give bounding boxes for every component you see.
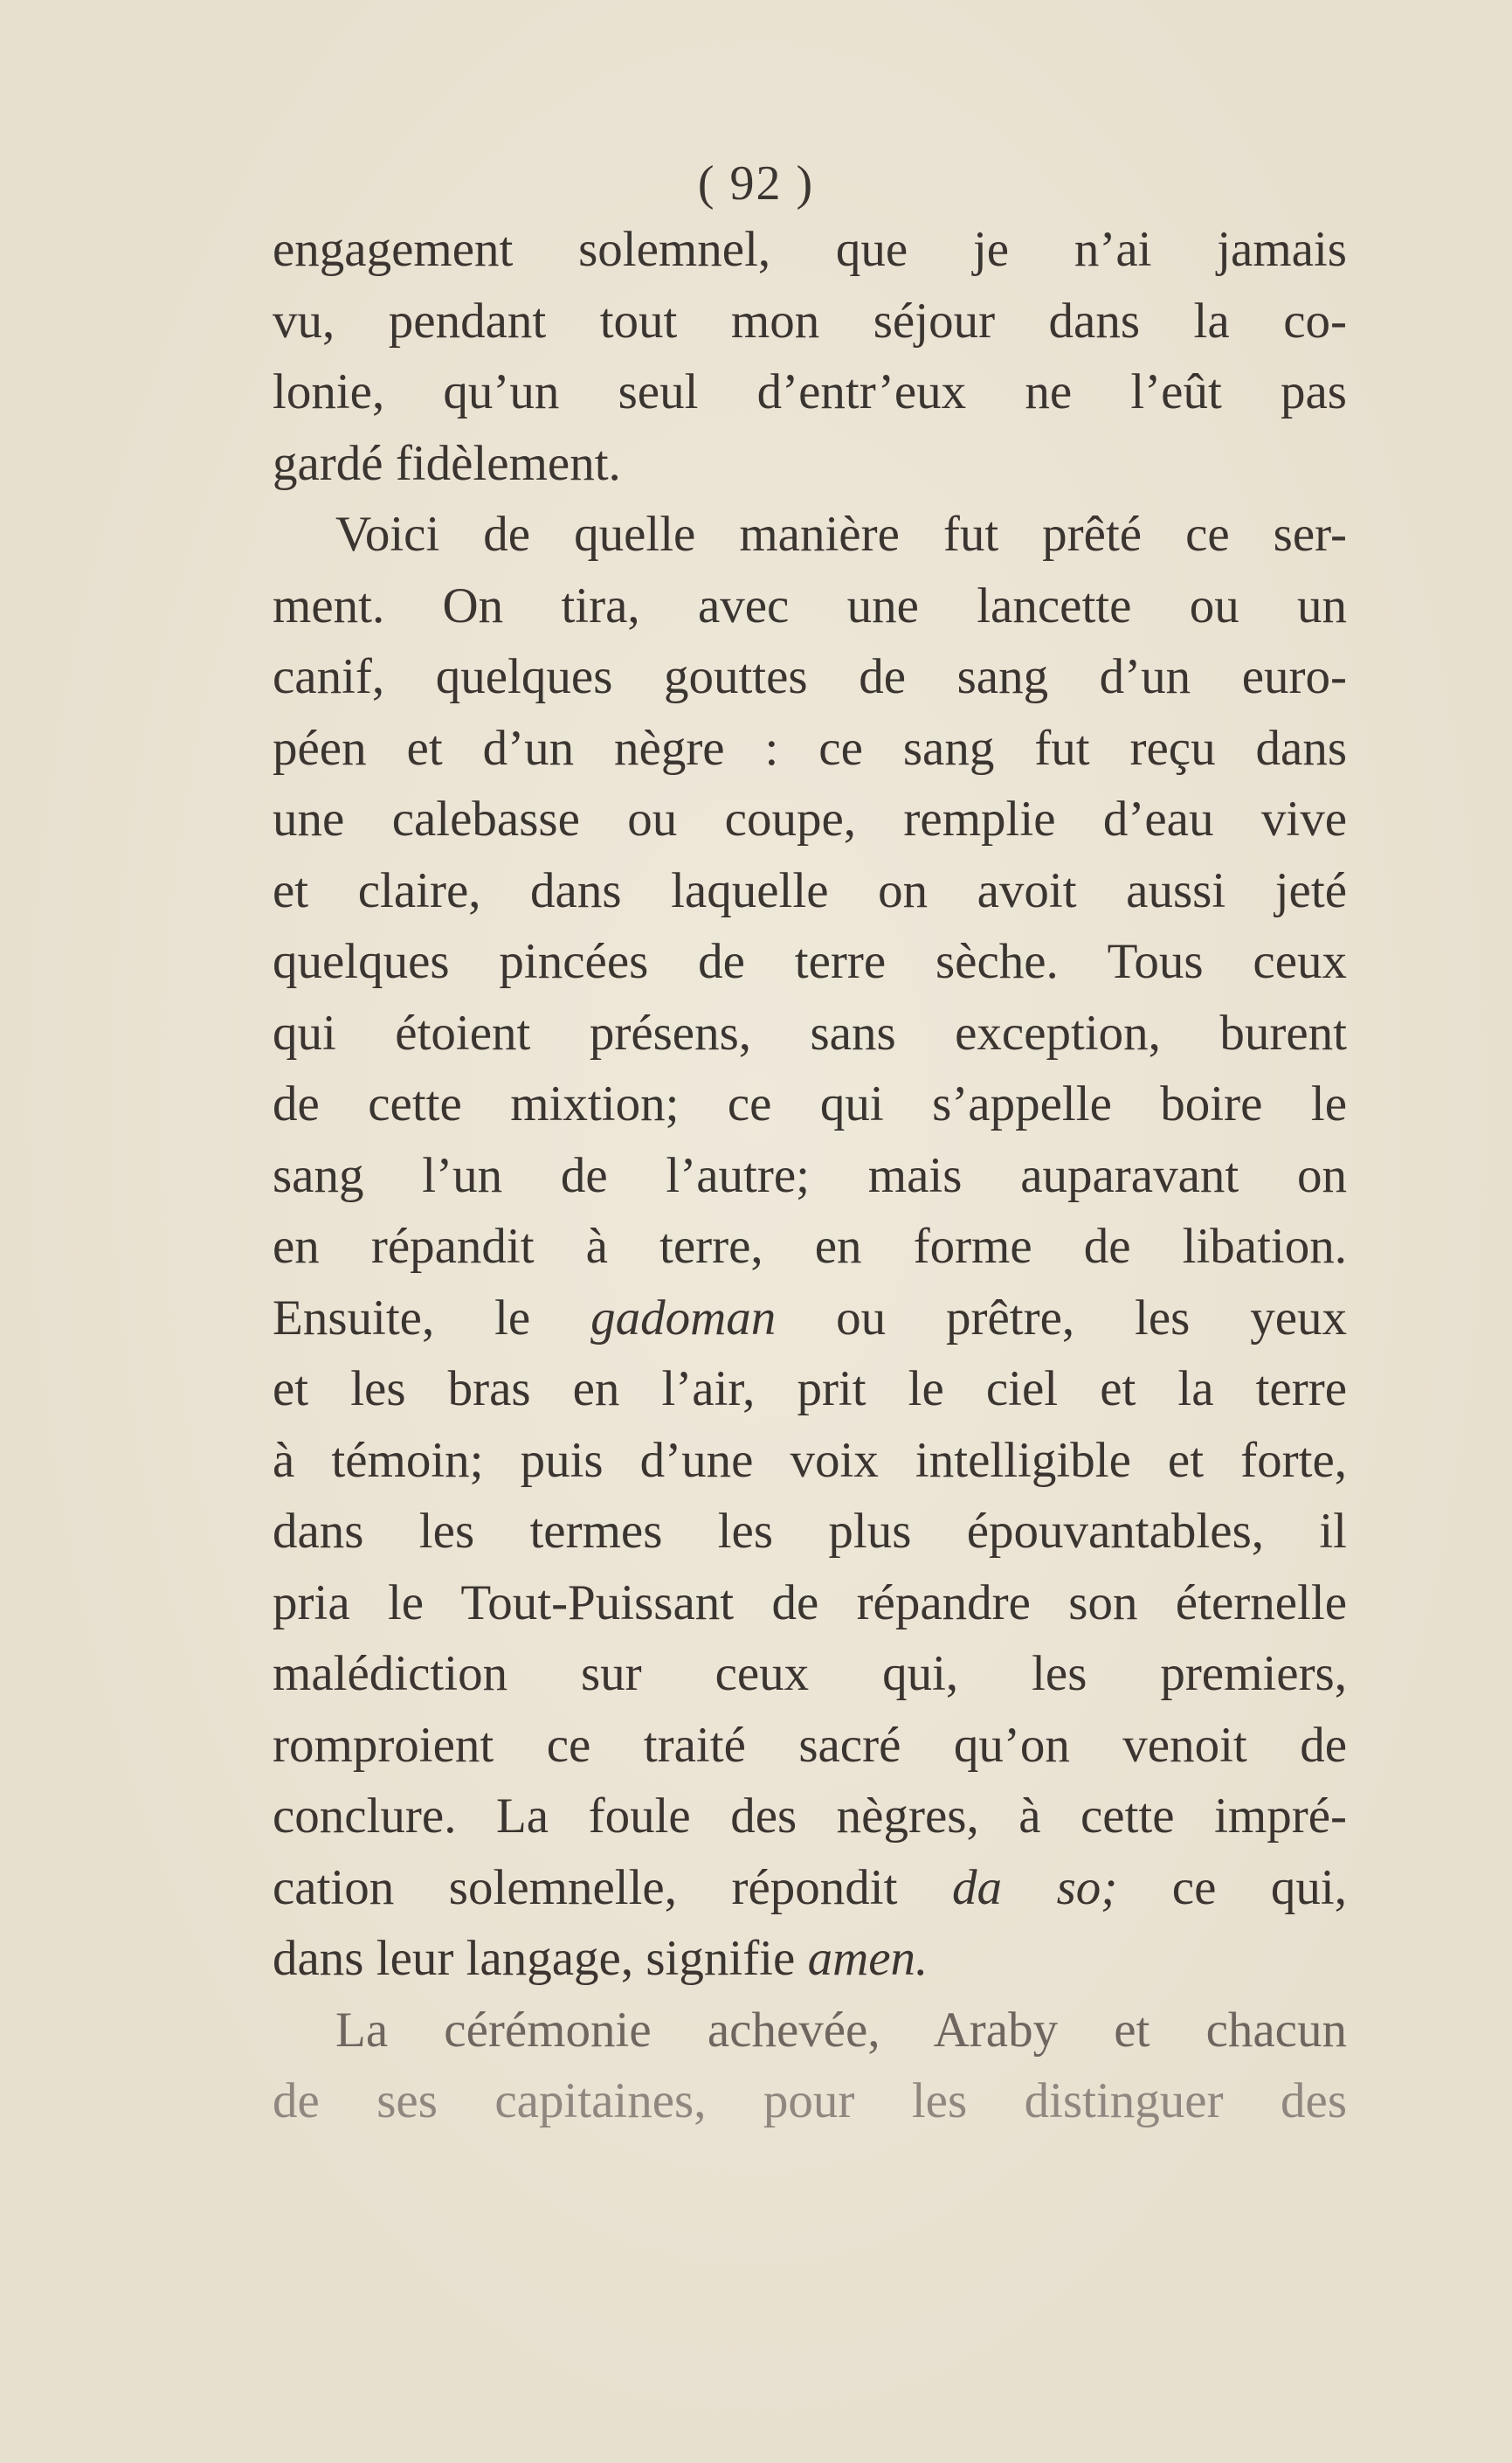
text-line: et claire, dans laquelle on avoit aussi jeté: [273, 862, 1347, 918]
text-segment: ou prêtre, les yeux: [776, 1290, 1347, 1346]
text-line: quelques pincées de terre sèche. Tous ceux: [273, 934, 1347, 989]
text-line: lonie, qu’un seul d’entr’eux ne l’eût pas: [273, 364, 1347, 419]
italic-term: amen.: [807, 1931, 929, 1986]
text-line: gardé fidèlement.: [273, 435, 621, 491]
text-segment: ce qui,: [1117, 1859, 1347, 1915]
text-line: pria le Tout-Puissant de répandre son éternelle: [273, 1574, 1347, 1630]
text-segment: dans leur langage, signifie: [273, 1931, 808, 1986]
text-line: dans les termes les plus épouvantables, il: [273, 1504, 1347, 1559]
text-line: [273, 1283, 1347, 1354]
italic-term: da so;: [952, 1859, 1118, 1915]
text-line: [273, 1852, 1347, 1924]
text-line: une calebasse ou coupe, remplie d’eau vive: [273, 792, 1347, 847]
text-line: sang l’un de l’autre; mais auparavant on: [273, 1147, 1347, 1203]
text-line: [273, 1923, 1347, 1995]
text-line: à témoin; puis d’une voix intelligible et forte,: [273, 1432, 1347, 1488]
text-line: Voici de quelle manière fut prêté ce ser-: [335, 507, 1347, 562]
text-segment: Ensuite, le: [273, 1290, 591, 1346]
text-line: malédiction sur ceux qui, les premiers,: [273, 1646, 1347, 1701]
text-line: romproient ce traité sacré qu’on venoit de: [273, 1717, 1347, 1773]
text-line: qui étoient présens, sans exception, burent: [273, 1005, 1347, 1061]
text-line: La cérémonie achevée, Araby et chacun: [335, 2002, 1347, 2058]
text-line: engagement solemnel, que je n’ai jamais: [273, 222, 1347, 277]
page-number: ( 92 ): [697, 156, 815, 211]
text-line: et les bras en l’air, prit le ciel et la terre: [273, 1361, 1347, 1416]
text-line: péen et d’un nègre : ce sang fut reçu dans: [273, 720, 1347, 776]
text-line: de ses capitaines, pour les distinguer des: [273, 2073, 1347, 2128]
italic-term: gadoman: [590, 1290, 777, 1346]
text-line: de cette mixtion; ce qui s’appelle boire le: [273, 1076, 1347, 1131]
text-line: en répandit à terre, en forme de libation.: [273, 1219, 1347, 1274]
text-segment: cation solemnelle, répondit: [273, 1859, 953, 1915]
text-line: vu, pendant tout mon séjour dans la co-: [273, 293, 1347, 349]
body-text: [273, 214, 1347, 2137]
text-line: canif, quelques gouttes de sang d’un euro-: [273, 649, 1347, 704]
text-line: ment. On tira, avec une lancette ou un: [273, 578, 1347, 633]
text-line: conclure. La foule des nègres, à cette impré-: [273, 1788, 1347, 1844]
